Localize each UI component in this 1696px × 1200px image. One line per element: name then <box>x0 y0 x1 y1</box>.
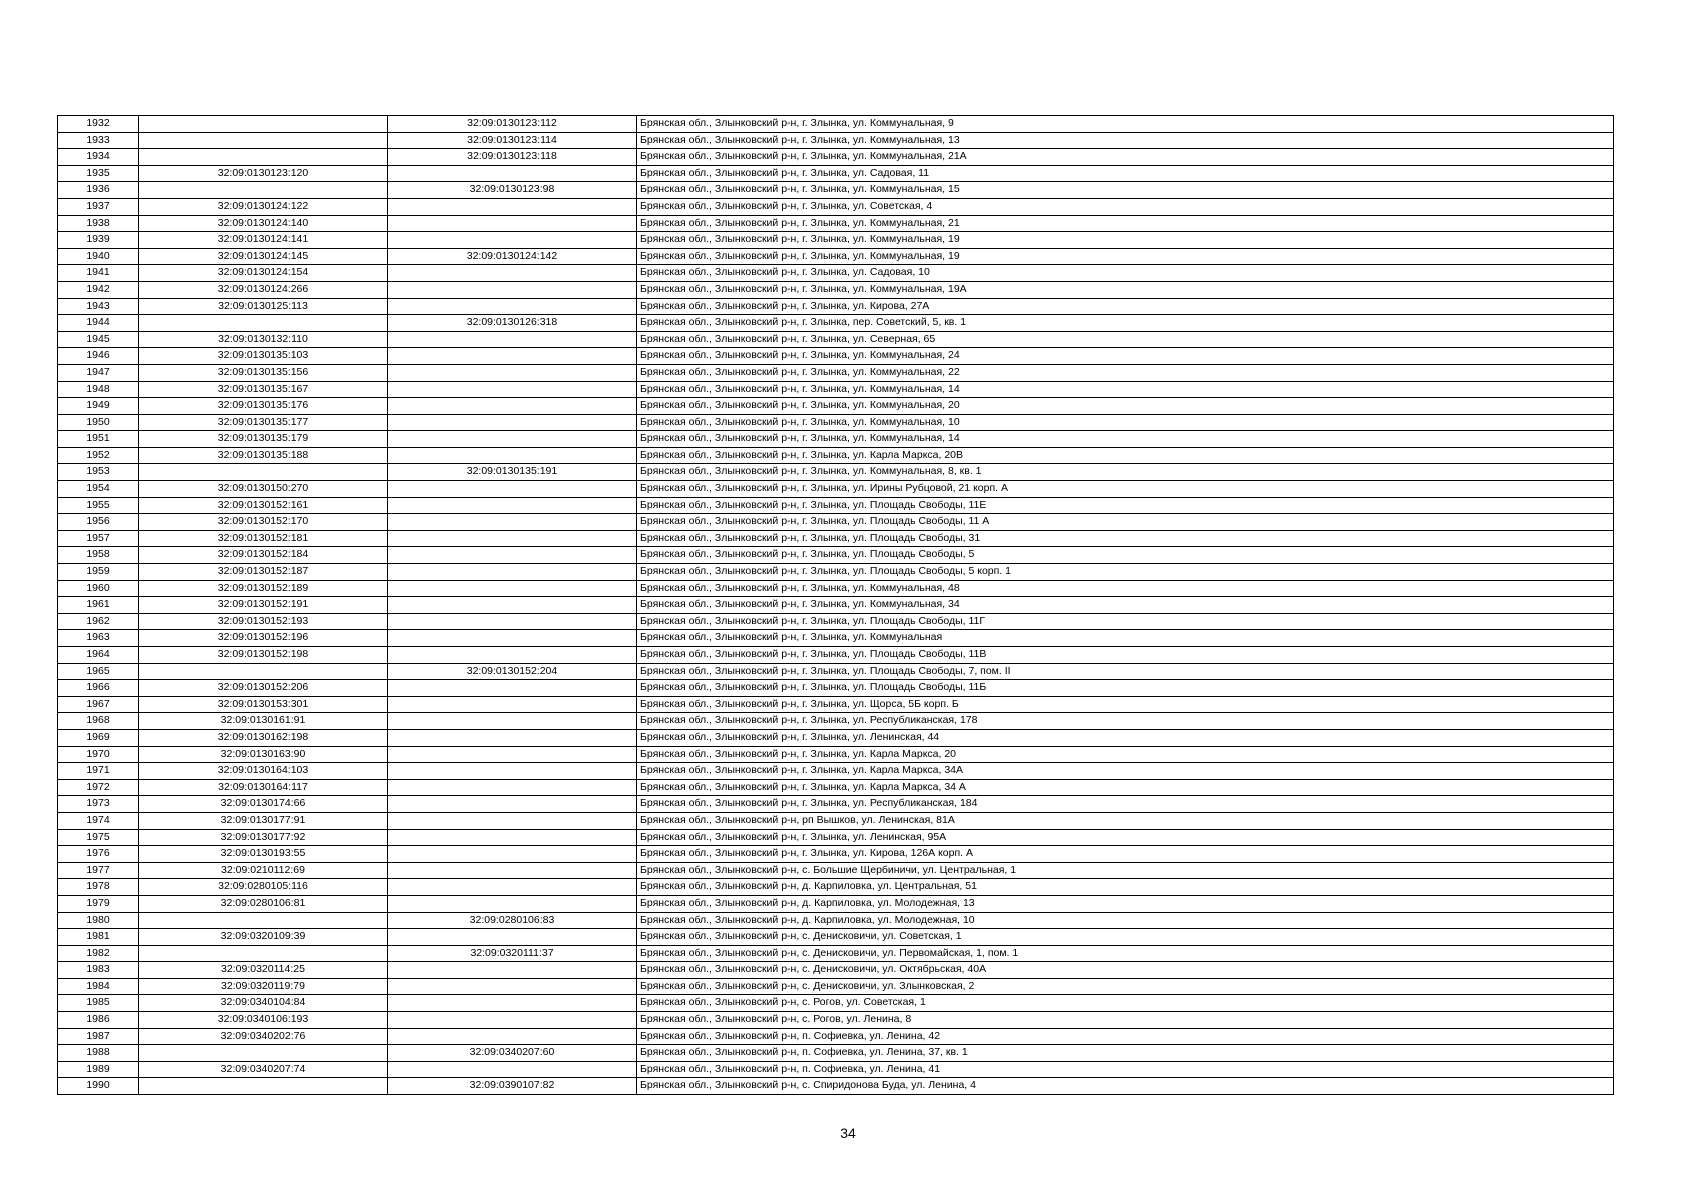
table-row <box>58 978 1614 995</box>
cadastral-number-premises-cell <box>388 746 637 763</box>
address-cell: Брянская обл., Злынковский р-н, г. Злынка, ул. Площадь Свободы, 5 корп. 1 <box>637 564 1614 581</box>
table-row <box>58 149 1614 166</box>
row-number-cell: 1984 <box>58 978 139 995</box>
row-number-cell: 1970 <box>58 746 139 763</box>
table-row <box>58 398 1614 415</box>
address-cell: Брянская обл., Злынковский р-н, с. Большие Щербиничи, ул. Центральная, 1 <box>637 862 1614 879</box>
address-cell: Брянская обл., Злынковский р-н, г. Злынка, ул. Кирова, 27А <box>637 298 1614 315</box>
cadastral-number-building-cell: 32:09:0130124:141 <box>139 232 388 249</box>
table-row <box>58 846 1614 863</box>
cadastral-number-premises-cell <box>388 414 637 431</box>
address-cell: Брянская обл., Злынковский р-н, г. Злынка, ул. Коммунальная, 10 <box>637 414 1614 431</box>
address-cell: Брянская обл., Злынковский р-н, г. Злынка, ул. Площадь Свободы, 11Б <box>637 680 1614 697</box>
table-row <box>58 232 1614 249</box>
address-cell: Брянская обл., Злынковский р-н, г. Злынка, ул. Республиканская, 178 <box>637 713 1614 730</box>
row-number-cell: 1985 <box>58 995 139 1012</box>
address-cell: Брянская обл., Злынковский р-н, г. Злынка, ул. Республиканская, 184 <box>637 796 1614 813</box>
row-number-cell: 1983 <box>58 962 139 979</box>
table-row <box>58 663 1614 680</box>
cadastral-number-premises-cell <box>388 779 637 796</box>
address-cell: Брянская обл., Злынковский р-н, г. Злынка, ул. Коммунальная, 48 <box>637 580 1614 597</box>
table-row <box>58 348 1614 365</box>
cadastral-number-building-cell <box>139 149 388 166</box>
cadastral-number-premises-cell: 32:09:0130135:191 <box>388 464 637 481</box>
row-number-cell: 1982 <box>58 945 139 962</box>
cadastral-number-premises-cell <box>388 1028 637 1045</box>
address-cell: Брянская обл., Злынковский р-н, г. Злынка, ул. Коммунальная, 20 <box>637 398 1614 415</box>
table-row <box>58 414 1614 431</box>
cadastral-number-building-cell: 32:09:0130163:90 <box>139 746 388 763</box>
table-row <box>58 530 1614 547</box>
row-number-cell: 1973 <box>58 796 139 813</box>
cadastral-number-premises-cell <box>388 630 637 647</box>
address-cell: Брянская обл., Злынковский р-н, г. Злынка, ул. Коммунальная, 21А <box>637 149 1614 166</box>
row-number-cell: 1946 <box>58 348 139 365</box>
row-number-cell: 1980 <box>58 912 139 929</box>
cadastral-number-building-cell: 32:09:0130152:187 <box>139 564 388 581</box>
cadastral-number-building-cell <box>139 182 388 199</box>
row-number-cell: 1958 <box>58 547 139 564</box>
address-cell: Брянская обл., Злынковский р-н, г. Злынка, ул. Коммунальная, 8, кв. 1 <box>637 464 1614 481</box>
table-row <box>58 265 1614 282</box>
row-number-cell: 1943 <box>58 298 139 315</box>
cadastral-number-building-cell: 32:09:0130152:191 <box>139 597 388 614</box>
cadastral-number-premises-cell <box>388 215 637 232</box>
address-cell: Брянская обл., Злынковский р-н, с. Рогов, ул. Ленина, 8 <box>637 1012 1614 1029</box>
cadastral-number-premises-cell <box>388 713 637 730</box>
table-row <box>58 995 1614 1012</box>
cadastral-number-premises-cell <box>388 929 637 946</box>
cadastral-number-building-cell: 32:09:0130162:198 <box>139 729 388 746</box>
row-number-cell: 1942 <box>58 281 139 298</box>
address-cell: Брянская обл., Злынковский р-н, г. Злынка, ул. Садовая, 11 <box>637 165 1614 182</box>
cadastral-number-premises-cell <box>388 812 637 829</box>
row-number-cell: 1963 <box>58 630 139 647</box>
address-cell: Брянская обл., Злынковский р-н, г. Злынка, ул. Садовая, 10 <box>637 265 1614 282</box>
cadastral-number-premises-cell <box>388 447 637 464</box>
cadastral-number-premises-cell <box>388 265 637 282</box>
address-cell: Брянская обл., Злынковский р-н, г. Злынка, ул. Коммунальная, 9 <box>637 116 1614 133</box>
cadastral-number-building-cell: 32:09:0130152:181 <box>139 530 388 547</box>
address-cell: Брянская обл., Злынковский р-н, рп Вышков, ул. Ленинская, 81А <box>637 812 1614 829</box>
cadastral-number-premises-cell <box>388 298 637 315</box>
cadastral-number-premises-cell <box>388 978 637 995</box>
row-number-cell: 1976 <box>58 846 139 863</box>
row-number-cell: 1979 <box>58 895 139 912</box>
table-row <box>58 464 1614 481</box>
address-cell: Брянская обл., Злынковский р-н, г. Злынка, ул. Площадь Свободы, 11В <box>637 647 1614 664</box>
table-row <box>58 729 1614 746</box>
cadastral-number-premises-cell <box>388 331 637 348</box>
table-row <box>58 281 1614 298</box>
address-cell: Брянская обл., Злынковский р-н, п. Софиевка, ул. Ленина, 42 <box>637 1028 1614 1045</box>
cadastral-number-building-cell: 32:09:0130135:156 <box>139 364 388 381</box>
address-cell: Брянская обл., Злынковский р-н, г. Злынка, ул. Коммунальная, 19А <box>637 281 1614 298</box>
address-cell: Брянская обл., Злынковский р-н, п. Софиевка, ул. Ленина, 37, кв. 1 <box>637 1045 1614 1062</box>
table-row <box>58 198 1614 215</box>
cadastral-number-premises-cell <box>388 680 637 697</box>
address-cell: Брянская обл., Злынковский р-н, г. Злынка, ул. Карла Маркса, 34 А <box>637 779 1614 796</box>
row-number-cell: 1935 <box>58 165 139 182</box>
cadastral-number-building-cell: 32:09:0130135:103 <box>139 348 388 365</box>
cadastral-number-premises-cell <box>388 962 637 979</box>
table-row <box>58 895 1614 912</box>
table-row <box>58 962 1614 979</box>
cadastral-number-building-cell <box>139 116 388 133</box>
cadastral-number-premises-cell <box>388 829 637 846</box>
address-cell: Брянская обл., Злынковский р-н, г. Злынка, ул. Площадь Свободы, 11Е <box>637 497 1614 514</box>
address-cell: Брянская обл., Злынковский р-н, г. Злынка, ул. Коммунальная, 19 <box>637 232 1614 249</box>
cadastral-number-building-cell <box>139 464 388 481</box>
cadastral-number-building-cell: 32:09:0340202:76 <box>139 1028 388 1045</box>
cadastral-number-building-cell: 32:09:0130123:120 <box>139 165 388 182</box>
table-row <box>58 364 1614 381</box>
cadastral-number-premises-cell: 32:09:0130124:142 <box>388 248 637 265</box>
cadastral-number-building-cell: 32:09:0130135:167 <box>139 381 388 398</box>
cadastral-number-premises-cell <box>388 613 637 630</box>
address-cell: Брянская обл., Злынковский р-н, г. Злынка, ул. Коммунальная, 14 <box>637 381 1614 398</box>
row-number-cell: 1955 <box>58 497 139 514</box>
row-number-cell: 1964 <box>58 647 139 664</box>
address-cell: Брянская обл., Злынковский р-н, г. Злынка, ул. Коммунальная, 15 <box>637 182 1614 199</box>
cadastral-number-building-cell: 32:09:0130152:196 <box>139 630 388 647</box>
cadastral-number-premises-cell <box>388 348 637 365</box>
cadastral-number-building-cell: 32:09:0130135:179 <box>139 431 388 448</box>
cadastral-number-premises-cell <box>388 597 637 614</box>
table-row <box>58 315 1614 332</box>
row-number-cell: 1932 <box>58 116 139 133</box>
address-cell: Брянская обл., Злынковский р-н, г. Злынка, ул. Площадь Свободы, 11Г <box>637 613 1614 630</box>
address-cell: Брянская обл., Злынковский р-н, г. Злынка, ул. Ленинская, 44 <box>637 729 1614 746</box>
row-number-cell: 1951 <box>58 431 139 448</box>
row-number-cell: 1969 <box>58 729 139 746</box>
address-cell: Брянская обл., Злынковский р-н, п. Софиевка, ул. Ленина, 41 <box>637 1061 1614 1078</box>
address-cell: Брянская обл., Злынковский р-н, г. Злынка, ул. Щорса, 5Б корп. Б <box>637 696 1614 713</box>
table-row <box>58 630 1614 647</box>
cadastral-number-premises-cell <box>388 580 637 597</box>
address-cell: Брянская обл., Злынковский р-н, г. Злынка, ул. Карла Маркса, 34А <box>637 763 1614 780</box>
table-row <box>58 862 1614 879</box>
table-row <box>58 381 1614 398</box>
row-number-cell: 1965 <box>58 663 139 680</box>
row-number-cell: 1961 <box>58 597 139 614</box>
row-number-cell: 1966 <box>58 680 139 697</box>
table-row <box>58 497 1614 514</box>
cadastral-number-premises-cell: 32:09:0130123:118 <box>388 149 637 166</box>
table-row <box>58 746 1614 763</box>
address-cell: Брянская обл., Злынковский р-н, г. Злынка, пер. Советский, 5, кв. 1 <box>637 315 1614 332</box>
cadastral-number-premises-cell: 32:09:0280106:83 <box>388 912 637 929</box>
cadastral-number-premises-cell <box>388 481 637 498</box>
cadastral-number-building-cell <box>139 315 388 332</box>
row-number-cell: 1971 <box>58 763 139 780</box>
cadastral-number-premises-cell <box>388 364 637 381</box>
cadastral-number-premises-cell <box>388 564 637 581</box>
cadastral-number-premises-cell <box>388 497 637 514</box>
cadastral-number-building-cell <box>139 1045 388 1062</box>
table-row <box>58 116 1614 133</box>
cadastral-number-premises-cell <box>388 232 637 249</box>
cadastral-number-building-cell: 32:09:0320119:79 <box>139 978 388 995</box>
cadastral-number-premises-cell <box>388 1061 637 1078</box>
cadastral-number-premises-cell <box>388 895 637 912</box>
address-cell: Брянская обл., Злынковский р-н, г. Злынка, ул. Площадь Свободы, 31 <box>637 530 1614 547</box>
address-cell: Брянская обл., Злынковский р-н, г. Злынка, ул. Коммунальная, 14 <box>637 431 1614 448</box>
row-number-cell: 1937 <box>58 198 139 215</box>
cadastral-number-premises-cell <box>388 547 637 564</box>
row-number-cell: 1956 <box>58 514 139 531</box>
cadastral-number-premises-cell: 32:09:0320111:37 <box>388 945 637 962</box>
address-cell: Брянская обл., Злынковский р-н, г. Злынка, ул. Коммунальная, 13 <box>637 132 1614 149</box>
table-row <box>58 829 1614 846</box>
table-row <box>58 597 1614 614</box>
address-cell: Брянская обл., Злынковский р-н, г. Злынка, ул. Площадь Свободы, 7, пом. II <box>637 663 1614 680</box>
row-number-cell: 1957 <box>58 530 139 547</box>
address-cell: Брянская обл., Злынковский р-н, г. Злынка, ул. Коммунальная, 22 <box>637 364 1614 381</box>
address-cell: Брянская обл., Злынковский р-н, г. Злынка, ул. Карла Маркса, 20 <box>637 746 1614 763</box>
cadastral-number-building-cell: 32:09:0130152:198 <box>139 647 388 664</box>
table-row <box>58 613 1614 630</box>
row-number-cell: 1959 <box>58 564 139 581</box>
cadastral-number-premises-cell: 32:09:0130123:112 <box>388 116 637 133</box>
cadastral-number-building-cell: 32:09:0130132:110 <box>139 331 388 348</box>
address-cell: Брянская обл., Злынковский р-н, г. Злынка, ул. Коммунальная <box>637 630 1614 647</box>
cadastral-number-building-cell: 32:09:0130124:140 <box>139 215 388 232</box>
row-number-cell: 1947 <box>58 364 139 381</box>
row-number-cell: 1974 <box>58 812 139 829</box>
cadastral-number-premises-cell <box>388 514 637 531</box>
address-cell: Брянская обл., Злынковский р-н, г. Злынка, ул. Коммунальная, 21 <box>637 215 1614 232</box>
address-cell: Брянская обл., Злынковский р-н, г. Злынка, ул. Коммунальная, 24 <box>637 348 1614 365</box>
cadastral-number-premises-cell: 32:09:0130152:204 <box>388 663 637 680</box>
row-number-cell: 1944 <box>58 315 139 332</box>
cadastral-number-building-cell: 32:09:0130153:301 <box>139 696 388 713</box>
row-number-cell: 1949 <box>58 398 139 415</box>
cadastral-number-building-cell: 32:09:0130174:66 <box>139 796 388 813</box>
cadastral-number-building-cell: 32:09:0320109:39 <box>139 929 388 946</box>
cadastral-number-building-cell: 32:09:0130152:193 <box>139 613 388 630</box>
row-number-cell: 1988 <box>58 1045 139 1062</box>
cadastral-number-building-cell: 32:09:0130124:266 <box>139 281 388 298</box>
table-row <box>58 879 1614 896</box>
address-cell: Брянская обл., Злынковский р-н, г. Злынка, ул. Коммунальная, 34 <box>637 597 1614 614</box>
cadastral-number-building-cell: 32:09:0320114:25 <box>139 962 388 979</box>
table-row <box>58 215 1614 232</box>
row-number-cell: 1968 <box>58 713 139 730</box>
cadastral-number-premises-cell: 32:09:0390107:82 <box>388 1078 637 1095</box>
table-row <box>58 132 1614 149</box>
cadastral-number-building-cell: 32:09:0130152:206 <box>139 680 388 697</box>
row-number-cell: 1977 <box>58 862 139 879</box>
row-number-cell: 1941 <box>58 265 139 282</box>
cadastral-number-premises-cell <box>388 281 637 298</box>
table-row <box>58 447 1614 464</box>
table-row <box>58 929 1614 946</box>
cadastral-number-building-cell: 32:09:0340104:84 <box>139 995 388 1012</box>
address-cell: Брянская обл., Злынковский р-н, д. Карпиловка, ул. Молодежная, 13 <box>637 895 1614 912</box>
cadastral-number-premises-cell <box>388 431 637 448</box>
table-row <box>58 331 1614 348</box>
cadastral-number-building-cell: 32:09:0130152:184 <box>139 547 388 564</box>
table-row <box>58 763 1614 780</box>
cadastral-number-building-cell: 32:09:0130150:270 <box>139 481 388 498</box>
address-cell: Брянская обл., Злынковский р-н, с. Рогов, ул. Советская, 1 <box>637 995 1614 1012</box>
cadastral-number-building-cell <box>139 132 388 149</box>
address-cell: Брянская обл., Злынковский р-н, д. Карпиловка, ул. Центральная, 51 <box>637 879 1614 896</box>
row-number-cell: 1953 <box>58 464 139 481</box>
table-row <box>58 945 1614 962</box>
cadastral-number-building-cell <box>139 1078 388 1095</box>
cadastral-number-building-cell: 32:09:0130152:170 <box>139 514 388 531</box>
row-number-cell: 1948 <box>58 381 139 398</box>
row-number-cell: 1933 <box>58 132 139 149</box>
address-cell: Брянская обл., Злынковский р-н, г. Злынка, ул. Площадь Свободы, 11 А <box>637 514 1614 531</box>
row-number-cell: 1987 <box>58 1028 139 1045</box>
cadastral-number-premises-cell <box>388 763 637 780</box>
table-row <box>58 248 1614 265</box>
row-number-cell: 1938 <box>58 215 139 232</box>
table-row <box>58 796 1614 813</box>
address-cell: Брянская обл., Злынковский р-н, г. Злынка, ул. Коммунальная, 19 <box>637 248 1614 265</box>
cadastral-number-building-cell: 32:09:0130124:154 <box>139 265 388 282</box>
cadastral-number-building-cell: 32:09:0130124:122 <box>139 198 388 215</box>
table-row <box>58 182 1614 199</box>
address-cell: Брянская обл., Злынковский р-н, с. Денисковичи, ул. Злынковская, 2 <box>637 978 1614 995</box>
row-number-cell: 1945 <box>58 331 139 348</box>
address-cell: Брянская обл., Злынковский р-н, г. Злынка, ул. Советская, 4 <box>637 198 1614 215</box>
table-row <box>58 1061 1614 1078</box>
cadastral-number-building-cell <box>139 945 388 962</box>
cadastral-number-building-cell <box>139 663 388 680</box>
cadastral-number-premises-cell <box>388 696 637 713</box>
row-number-cell: 1981 <box>58 929 139 946</box>
row-number-cell: 1940 <box>58 248 139 265</box>
row-number-cell: 1978 <box>58 879 139 896</box>
row-number-cell: 1934 <box>58 149 139 166</box>
cadastral-number-building-cell: 32:09:0130161:91 <box>139 713 388 730</box>
cadastral-number-premises-cell <box>388 381 637 398</box>
table-row <box>58 812 1614 829</box>
cadastral-number-premises-cell <box>388 862 637 879</box>
address-cell: Брянская обл., Злынковский р-н, г. Злынка, ул. Ирины Рубцовой, 21 корп. А <box>637 481 1614 498</box>
table-row <box>58 298 1614 315</box>
cadastral-number-premises-cell: 32:09:0130123:98 <box>388 182 637 199</box>
table-row <box>58 912 1614 929</box>
table-row <box>58 1045 1614 1062</box>
cadastral-number-premises-cell <box>388 398 637 415</box>
table-row <box>58 1028 1614 1045</box>
row-number-cell: 1936 <box>58 182 139 199</box>
row-number-cell: 1967 <box>58 696 139 713</box>
cadastral-number-building-cell: 32:09:0130152:161 <box>139 497 388 514</box>
row-number-cell: 1986 <box>58 1012 139 1029</box>
table-row <box>58 713 1614 730</box>
address-cell: Брянская обл., Злынковский р-н, г. Злынка, ул. Кирова, 126А корп. А <box>637 846 1614 863</box>
row-number-cell: 1939 <box>58 232 139 249</box>
table-row <box>58 431 1614 448</box>
cadastral-number-building-cell: 32:09:0130135:188 <box>139 447 388 464</box>
address-cell: Брянская обл., Злынковский р-н, с. Денисковичи, ул. Советская, 1 <box>637 929 1614 946</box>
address-cell: Брянская обл., Злынковский р-н, д. Карпиловка, ул. Молодежная, 10 <box>637 912 1614 929</box>
cadastral-number-premises-cell: 32:09:0130126:318 <box>388 315 637 332</box>
page-number: 34 <box>840 1125 856 1141</box>
cadastral-number-building-cell: 32:09:0130135:176 <box>139 398 388 415</box>
cadastral-number-premises-cell <box>388 198 637 215</box>
address-cell: Брянская обл., Злынковский р-н, г. Злынка, ул. Ленинская, 95А <box>637 829 1614 846</box>
registry-table-body <box>58 116 1614 1095</box>
table-row <box>58 779 1614 796</box>
table-row <box>58 514 1614 531</box>
cadastral-number-building-cell: 32:09:0130164:117 <box>139 779 388 796</box>
row-number-cell: 1952 <box>58 447 139 464</box>
cadastral-number-premises-cell <box>388 995 637 1012</box>
cadastral-number-building-cell: 32:09:0340106:193 <box>139 1012 388 1029</box>
address-cell: Брянская обл., Злынковский р-н, с. Денисковичи, ул. Первомайская, 1, пом. 1 <box>637 945 1614 962</box>
cadastral-number-building-cell: 32:09:0130193:55 <box>139 846 388 863</box>
row-number-cell: 1960 <box>58 580 139 597</box>
cadastral-number-premises-cell <box>388 846 637 863</box>
cadastral-number-building-cell: 32:09:0130177:91 <box>139 812 388 829</box>
cadastral-number-building-cell: 32:09:0280105:116 <box>139 879 388 896</box>
cadastral-number-building-cell: 32:09:0340207:74 <box>139 1061 388 1078</box>
cadastral-number-premises-cell <box>388 530 637 547</box>
cadastral-number-premises-cell <box>388 1012 637 1029</box>
table-row <box>58 481 1614 498</box>
table-row <box>58 1078 1614 1095</box>
cadastral-number-premises-cell <box>388 647 637 664</box>
row-number-cell: 1975 <box>58 829 139 846</box>
table-row <box>58 165 1614 182</box>
cadastral-number-building-cell: 32:09:0130152:189 <box>139 580 388 597</box>
cadastral-number-building-cell: 32:09:0130164:103 <box>139 763 388 780</box>
table-row <box>58 1012 1614 1029</box>
row-number-cell: 1989 <box>58 1061 139 1078</box>
cadastral-number-building-cell: 32:09:0130177:92 <box>139 829 388 846</box>
table-row <box>58 547 1614 564</box>
cadastral-number-premises-cell: 32:09:0340207:60 <box>388 1045 637 1062</box>
address-cell: Брянская обл., Злынковский р-н, с. Спиридонова Буда, ул. Ленина, 4 <box>637 1078 1614 1095</box>
registry-table <box>57 115 1614 1095</box>
row-number-cell: 1954 <box>58 481 139 498</box>
row-number-cell: 1962 <box>58 613 139 630</box>
cadastral-number-building-cell: 32:09:0130125:113 <box>139 298 388 315</box>
table-row <box>58 680 1614 697</box>
cadastral-number-building-cell: 32:09:0280106:81 <box>139 895 388 912</box>
address-cell: Брянская обл., Злынковский р-н, с. Денисковичи, ул. Октябрьская, 40А <box>637 962 1614 979</box>
row-number-cell: 1990 <box>58 1078 139 1095</box>
address-cell: Брянская обл., Злынковский р-н, г. Злынка, ул. Северная, 65 <box>637 331 1614 348</box>
table-row <box>58 564 1614 581</box>
table-row <box>58 647 1614 664</box>
table-row <box>58 696 1614 713</box>
cadastral-number-building-cell: 32:09:0130124:145 <box>139 248 388 265</box>
cadastral-number-premises-cell <box>388 729 637 746</box>
cadastral-number-building-cell: 32:09:0210112:69 <box>139 862 388 879</box>
cadastral-number-premises-cell: 32:09:0130123:114 <box>388 132 637 149</box>
row-number-cell: 1950 <box>58 414 139 431</box>
table-row <box>58 580 1614 597</box>
address-cell: Брянская обл., Злынковский р-н, г. Злынка, ул. Площадь Свободы, 5 <box>637 547 1614 564</box>
cadastral-number-premises-cell <box>388 796 637 813</box>
cadastral-number-building-cell <box>139 912 388 929</box>
cadastral-number-premises-cell <box>388 165 637 182</box>
address-cell: Брянская обл., Злынковский р-н, г. Злынка, ул. Карла Маркса, 20В <box>637 447 1614 464</box>
cadastral-number-premises-cell <box>388 879 637 896</box>
row-number-cell: 1972 <box>58 779 139 796</box>
cadastral-number-building-cell: 32:09:0130135:177 <box>139 414 388 431</box>
